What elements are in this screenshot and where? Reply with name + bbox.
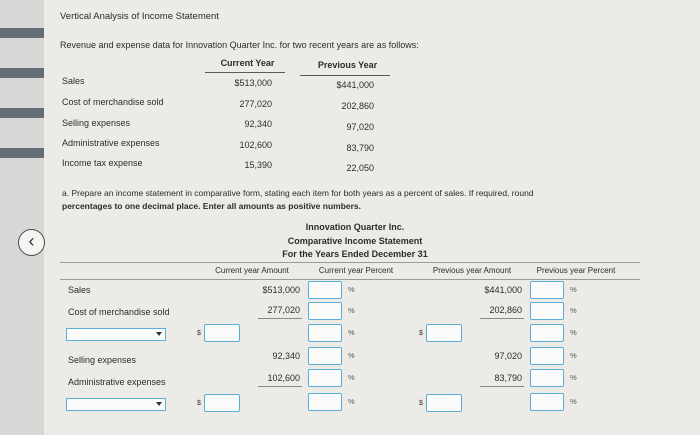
pct-sign: % [348, 285, 355, 294]
statement-row-label: Selling expenses [68, 355, 137, 365]
prev-amount-input[interactable] [426, 324, 462, 342]
pct-sign: % [348, 351, 355, 360]
dollar-sign: $ [197, 330, 201, 337]
data-row-previous: 97,020 [346, 122, 374, 132]
pct-sign: % [570, 306, 577, 315]
statement-prev-amount: 97,020 [494, 351, 522, 361]
pct-sign: % [348, 328, 355, 337]
page-title: Vertical Analysis of Income Statement [60, 11, 219, 22]
data-row-label: Administrative expenses [62, 138, 160, 148]
data-row-current: 92,340 [244, 119, 272, 129]
statement-prev-amount: $441,000 [484, 285, 522, 295]
data-row-previous: 83,790 [346, 143, 374, 153]
pct-sign: % [570, 328, 577, 337]
cur-percent-input[interactable] [308, 302, 342, 320]
cur-percent-input[interactable] [308, 281, 342, 299]
statement-row-label: Administrative expenses [68, 377, 166, 387]
pct-sign: % [348, 306, 355, 315]
data-row-previous: 202,860 [341, 101, 374, 111]
dollar-sign: $ [419, 400, 423, 407]
statement-row-label: Cost of merchandise sold [68, 307, 170, 317]
intro-text: Revenue and expense data for Innovation Quarter Inc. for two recent years are as follows: [60, 40, 419, 50]
prev-percent-input[interactable] [530, 347, 564, 365]
back-button[interactable] [18, 229, 45, 256]
statement-cur-amount: 277,020 [267, 305, 300, 315]
data-row-current: 277,020 [239, 99, 272, 109]
data-row-previous: 22,050 [346, 163, 374, 173]
statement-cur-amount: $513,000 [262, 285, 300, 295]
data-row-label: Sales [62, 76, 85, 86]
data-row-current: 102,600 [239, 140, 272, 150]
cur-percent-input[interactable] [308, 369, 342, 387]
dollar-sign: $ [197, 400, 201, 407]
chevron-down-icon [156, 332, 162, 336]
col-header-prev-amount: Previous year Amount [432, 266, 512, 275]
row-label-dropdown[interactable] [66, 398, 166, 411]
cur-percent-input[interactable] [308, 393, 342, 411]
statement-cur-amount: 92,340 [272, 351, 300, 361]
cur-percent-input[interactable] [308, 347, 342, 365]
pct-sign: % [570, 373, 577, 382]
cur-amount-input[interactable] [204, 394, 240, 412]
data-row-previous: $441,000 [336, 80, 374, 90]
cur-amount-input[interactable] [204, 324, 240, 342]
prev-percent-input[interactable] [530, 281, 564, 299]
prev-amount-input[interactable] [426, 394, 462, 412]
col-header-previous: Previous Year [317, 60, 378, 70]
statement-period: For the Years Ended December 31 [282, 249, 428, 259]
col-header-cur-percent: Current year Percent [318, 266, 394, 275]
statement-cur-amount: 102,600 [267, 373, 300, 383]
pct-sign: % [570, 351, 577, 360]
data-row-label: Selling expenses [62, 118, 131, 128]
chevron-down-icon [156, 402, 162, 406]
prev-percent-input[interactable] [530, 324, 564, 342]
pct-sign: % [570, 397, 577, 406]
pct-sign: % [348, 397, 355, 406]
prev-percent-input[interactable] [530, 369, 564, 387]
statement-name: Comparative Income Statement [287, 236, 423, 246]
row-label-dropdown[interactable] [66, 328, 166, 341]
cur-percent-input[interactable] [308, 324, 342, 342]
chevron-left-icon: ‹ [28, 231, 35, 251]
data-row-current: $513,000 [234, 78, 272, 88]
data-row-label: Cost of merchandise sold [62, 97, 164, 107]
statement-prev-amount: 83,790 [494, 373, 522, 383]
statement-prev-amount: 202,860 [489, 305, 522, 315]
data-row-label: Income tax expense [62, 158, 143, 168]
data-row-current: 15,390 [244, 160, 272, 170]
instructions-line1: a. Prepare an income statement in comparative form, stating each item for both years as a percent of sales. If required, round [62, 188, 534, 198]
dollar-sign: $ [419, 330, 423, 337]
col-header-current: Current Year [220, 58, 275, 68]
pct-sign: % [570, 285, 577, 294]
prev-percent-input[interactable] [530, 302, 564, 320]
prev-percent-input[interactable] [530, 393, 564, 411]
pct-sign: % [348, 373, 355, 382]
statement-row-label: Sales [68, 285, 91, 295]
col-header-cur-amount: Current year Amount [215, 266, 289, 275]
left-sidebar-strip [0, 0, 44, 435]
col-header-prev-percent: Previous year Percent [536, 266, 616, 275]
instructions-line2: percentages to one decimal place. Enter all amounts as positive numbers. [62, 201, 362, 211]
statement-company: Innovation Quarter Inc. [305, 222, 405, 232]
